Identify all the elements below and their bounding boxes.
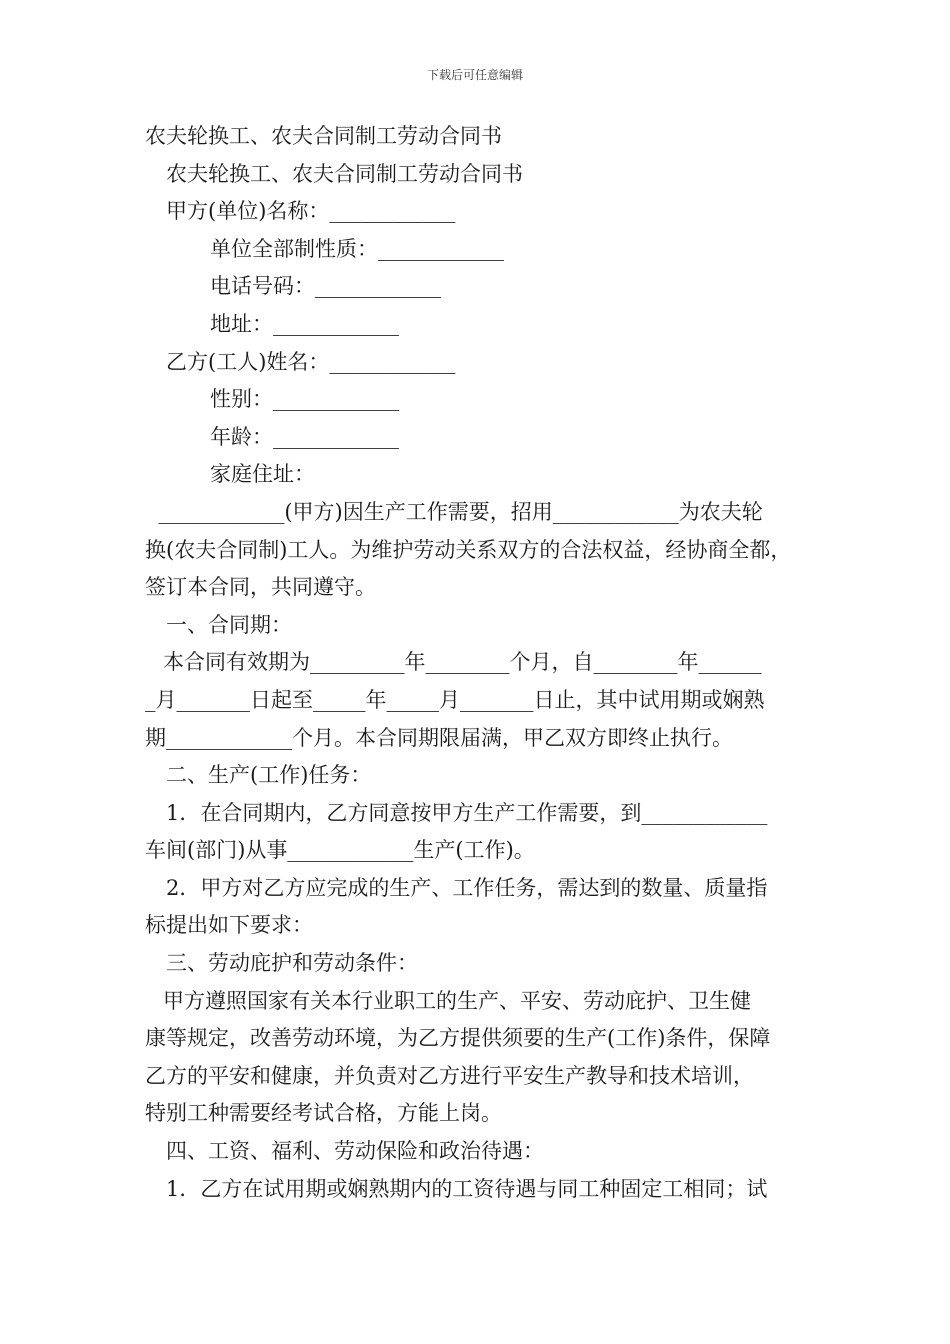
party-a-nature-field: 单位全部制性质：____________ (210, 236, 504, 261)
section-2-title: 二、生产(工作)任务： (166, 763, 372, 788)
section-1-line-3: 期____________个月。本合同期限届满，甲乙双方即终止执行。 (145, 725, 733, 750)
section-2-item-2-line-1: 2．甲方对乙方应完成的生产、工作任务，需达到的数量、质量指 (166, 875, 768, 900)
section-3-line-3: 乙方的平安和健康，并负责对乙方进行平安生产教导和技术培训， (145, 1063, 754, 1088)
intro-line-3: 签订本合同，共同遵守。 (145, 575, 376, 600)
party-b-home-field: 家庭住址： (210, 462, 315, 487)
section-4-item-1-line-1: 1．乙方在试用期或娴熟期内的工资待遇与同工种固定工相同；试 (166, 1176, 768, 1201)
document-subtitle: 农夫轮换工、农夫合同制工劳动合同书 (166, 161, 523, 186)
intro-line-1: ____________(甲方)因生产工作需要，招用____________为农夫轮 (145, 499, 763, 524)
party-a-phone-field: 电话号码：____________ (210, 274, 441, 299)
section-2-item-1-line-2: 车间(部门)从事____________生产(工作)。 (145, 838, 535, 863)
section-2-item-2-line-2: 标提出如下要求： (145, 913, 313, 938)
party-b-gender-field: 性别：____________ (210, 387, 399, 412)
section-3-line-4: 特别工种需要经考试合格，方能上岗。 (145, 1101, 502, 1126)
section-1-line-2: _月_______日起至_____年_____月_______日止，其中试用期或娴熟 (145, 687, 765, 712)
section-2-item-1-line-1: 1．在合同期内，乙方同意按甲方生产工作需要，到____________ (166, 800, 768, 825)
contract-document (145, 118, 810, 1208)
party-a-name-field: 甲方(单位)名称：____________ (166, 199, 456, 224)
party-a-address-field: 地址：____________ (210, 311, 399, 336)
section-1-line-1: 本合同有效期为_________年________个月，自________年______ (163, 650, 762, 675)
party-b-age-field: 年龄：____________ (210, 424, 399, 449)
intro-line-2: 换(农夫合同制)工人。为维护劳动关系双方的合法权益，经协商全都， (145, 537, 792, 562)
section-3-line-2: 康等规定，改善劳动环境，为乙方提供须要的生产(工作)条件，保障 (145, 1026, 771, 1051)
section-3-title: 三、劳动庇护和劳动条件： (166, 951, 418, 976)
section-4-title: 四、工资、福利、劳动保险和政治待遇： (166, 1139, 544, 1164)
section-1-title: 一、合同期： (166, 612, 292, 637)
section-3-line-1: 甲方遵照国家有关本行业职工的生产、平安、劳动庇护、卫生健 (163, 988, 751, 1013)
document-title: 农夫轮换工、农夫合同制工劳动合同书 (145, 124, 502, 148)
party-b-name-field: 乙方(工人)姓名：____________ (166, 349, 456, 374)
page-header-note: 下载后可任意编辑 (426, 68, 523, 82)
